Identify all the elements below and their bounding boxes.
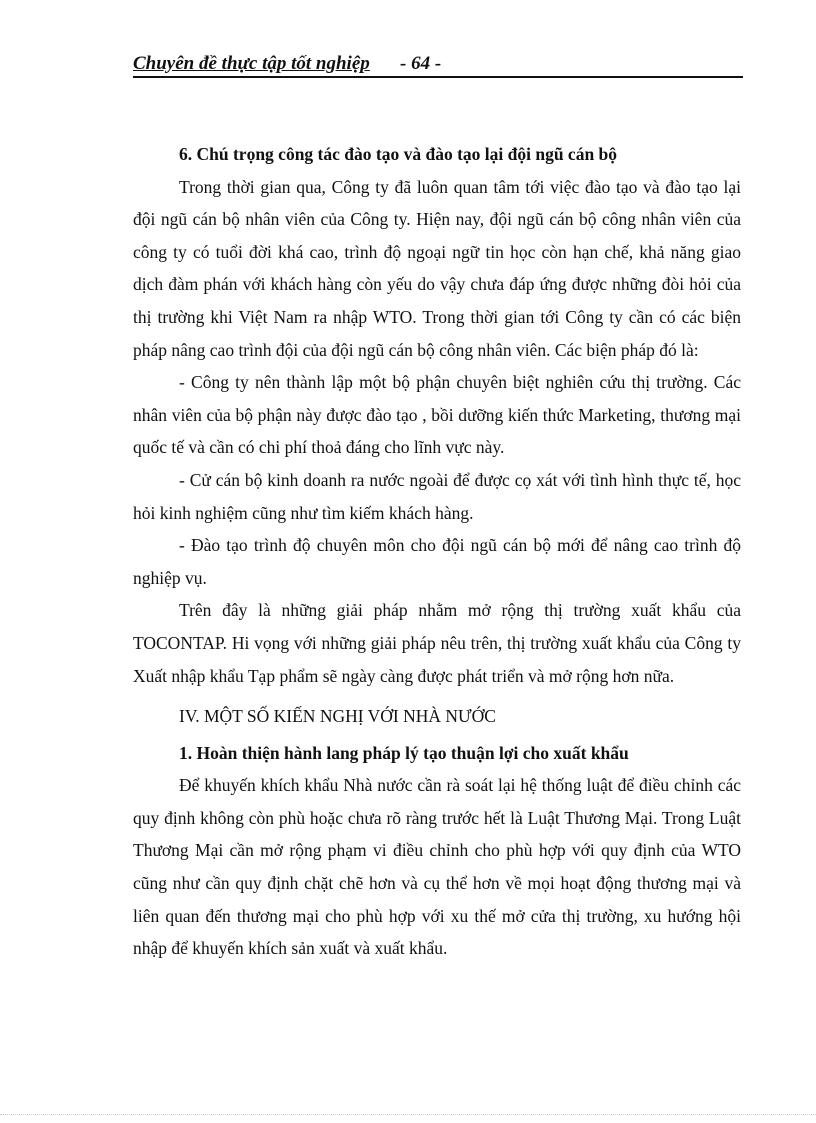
page-bottom-divider: [0, 1114, 816, 1115]
page-number: - 64 -: [400, 53, 442, 74]
bullet-market-research: - Công ty nên thành lập một bộ phận chuyên biệt nghiên cứu thị trường. Các nhân viên của bộ phận này được đào tạo , bồi dưỡng kiến thức Marketing, thương mại quốc tế và cần có chi phí thoả đáng cho lĩnh vực này.: [133, 372, 741, 458]
paragraph-legal-framework: Để khuyến khích khẩu Nhà nước cần rà soát lại hệ thống luật để điều chỉnh các quy định không còn phù hoặc chưa rõ ràng trước hết là Luật Thương Mại. Trong Luật Thương Mại cần mở rộng phạm vi điều chỉnh cho phù hợp với quy định của WTO cũng như cần quy định chặt chẽ hơn và cụ thể hơn về mọi hoạt động thương mại và liên quan đến thương mại cho phù hợp với xu thế mở cửa thị trường, xu hướng hội nhập để khuyến khích sản xuất và xuất khẩu.: [133, 775, 741, 959]
section-6-heading: 6. Chú trọng công tác đào tạo và đào tạo lại đội ngũ cán bộ: [179, 144, 618, 164]
bullet-send-staff-abroad: - Cử cán bộ kinh doanh ra nước ngoài để được cọ xát với tình hình thực tế, học hỏi kinh nghiệm cũng như tìm kiếm khách hàng.: [133, 469, 741, 523]
bullet-professional-training: - Đào tạo trình độ chuyên môn cho đội ngũ cán bộ mới để nâng cao trình độ nghiệp vụ.: [133, 535, 741, 588]
section-iv-heading: IV. MỘT SỐ KIẾN NGHỊ VỚI NHÀ NƯỚC: [179, 706, 496, 727]
paragraph-training: Trong thời gian qua, Công ty đã luôn quan tâm tới việc đào tạo và đào tạo lại đội ngũ cán bộ nhân viên của Công ty. Hiện nay, đội ngũ cán bộ công nhân viên của công ty có tuổi đời khá cao, trình độ ngoại ngữ tin học còn hạn chế, khả năng giao dịch đàm phán với khách hàng còn yếu do vậy chưa đáp ứng được những đòi hỏi của thị trường khi Việt Nam ra nhập WTO. Trong thời gian tới Công ty cần có các biện pháp nâng cao trình đội của đội ngũ cán bộ công nhân viên. Các biện pháp đó là:: [133, 176, 741, 360]
page-header: [133, 50, 743, 78]
header-title: Chuyên đề thực tập tốt nghiệp: [133, 53, 370, 74]
document-body: [133, 138, 741, 965]
paragraph-conclusion: Trên đây là những giải pháp nhằm mở rộng thị trường xuất khẩu của TOCONTAP. Hi vọng với những giải pháp nêu trên, thị trường xuất khẩu của Công ty Xuất nhập khẩu Tạp phẩm sẽ ngày càng được phát triển và mở rộng hơn nữa.: [133, 600, 741, 686]
subsection-1-heading: 1. Hoàn thiện hành lang pháp lý tạo thuận lợi cho xuất khẩu: [179, 742, 629, 763]
